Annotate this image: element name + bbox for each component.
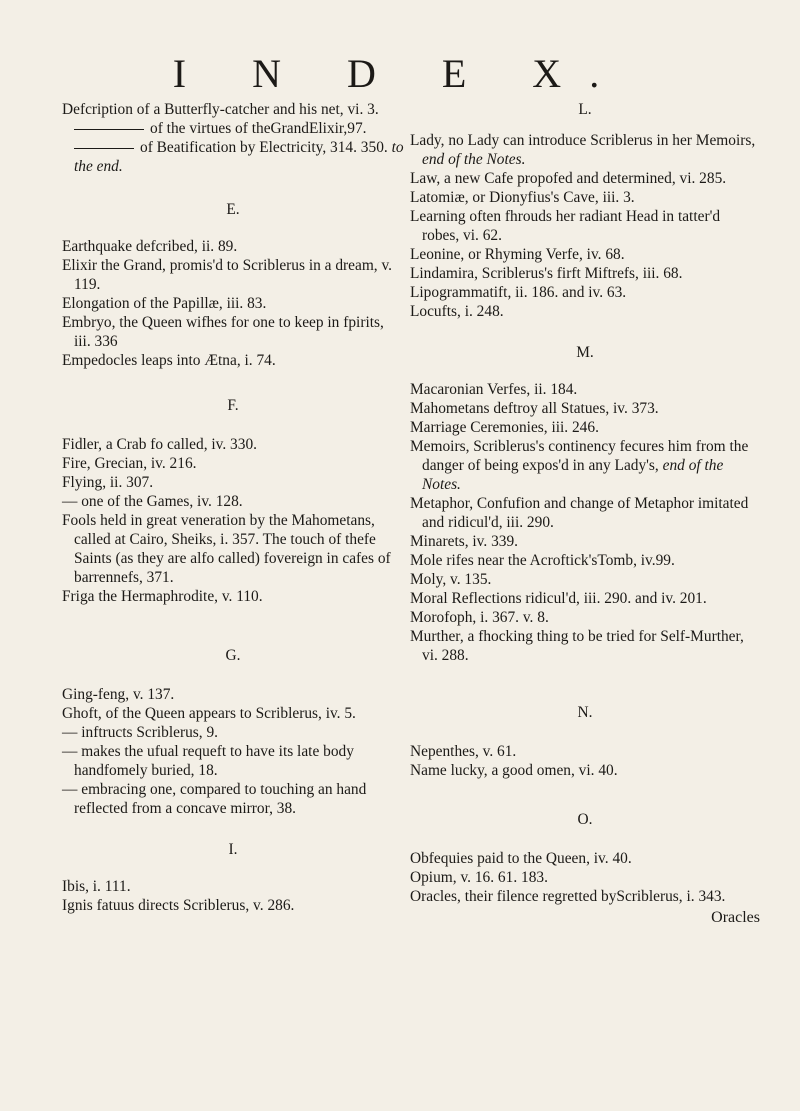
- index-entry: Obfequies paid to the Queen, iv. 40.: [410, 850, 632, 867]
- index-entry: Empedocles leaps into Ætna, i. 74.: [62, 352, 276, 369]
- section-letter-n: N.: [577, 704, 593, 721]
- index-entry: Locufts, i. 248.: [410, 303, 504, 320]
- index-entry: Law, a new Cafe propofed and determined, vi. 285.: [410, 170, 727, 187]
- index-entry: Oracles, their filence regretted byScriblerus, i. 343.: [410, 888, 726, 905]
- index-entry: Earthquake defcribed, ii. 89.: [62, 238, 238, 255]
- index-entry: Ibis, i. 111.: [62, 878, 131, 895]
- index-entry: Defcription of a Butterfly-catcher and his net, vi. 3.: [62, 101, 379, 118]
- index-entry: Nepenthes, v. 61.: [410, 743, 517, 760]
- index-entry: Leonine, or Rhyming Verfe, iv. 68.: [410, 246, 625, 263]
- index-entry: Mahometans deftroy all Statues, iv. 373.: [410, 400, 659, 417]
- ditto-dash: [74, 129, 144, 130]
- section-letter-o: O.: [577, 811, 593, 828]
- index-entry: Fools held in great veneration by the Mahometans, called at Cairo, Sheiks, i. 357. The touch of thefe Saints (as they are alfo called) fovereign in cafes of barrennefs, 371.: [62, 512, 391, 586]
- index-entry: Mole rifes near the Acroftick'sTomb, iv.99.: [410, 552, 675, 569]
- index-entry: Murther, a fhocking thing to be tried for Self-Murther, vi. 288.: [410, 628, 744, 664]
- index-entry: Moly, v. 135.: [410, 571, 492, 588]
- index-entry: — one of the Games, iv. 128.: [62, 493, 243, 510]
- index-entry: Opium, v. 16. 61. 183.: [410, 869, 548, 886]
- index-entry: of the virtues of theGrandElixir,97.: [62, 119, 404, 138]
- index-entry: of Beatification by Electricity, 314. 350. to the end.: [74, 139, 404, 175]
- index-entry: — makes the ufual requeft to have its late body handfomely buried, 18.: [62, 743, 354, 779]
- section-letter-f: F.: [227, 397, 239, 414]
- index-entry: Marriage Ceremonies, iii. 246.: [410, 419, 599, 436]
- index-entry: Friga the Hermaphrodite, v. 110.: [62, 588, 263, 605]
- index-entry: Morofoph, i. 367. v. 8.: [410, 609, 549, 626]
- right-column: [410, 100, 760, 943]
- section-letter-l: L.: [578, 101, 592, 118]
- index-entry: Memoirs, Scriblerus's continency fecures him from the danger of being expos'd in any Lady's, end of the Notes.: [410, 438, 749, 493]
- index-entry: Minarets, iv. 339.: [410, 533, 519, 550]
- index-entry: Moral Reflections ridicul'd, iii. 290. and iv. 201.: [410, 590, 707, 607]
- page-title: I N D E X.: [172, 51, 628, 96]
- index-entry: Embryo, the Queen wifhes for one to keep in fpirits, iii. 336: [62, 314, 384, 350]
- index-entry: Fidler, a Crab fo called, iv. 330.: [62, 436, 257, 453]
- index-entry: Ging-feng, v. 137.: [62, 686, 175, 703]
- section-letter-g: G.: [225, 647, 241, 664]
- index-entry: Lindamira, Scriblerus's firft Miftrefs, iii. 68.: [410, 265, 683, 282]
- index-entry: Elongation of the Papillæ, iii. 83.: [62, 295, 267, 312]
- ditto-dash: [74, 148, 134, 149]
- index-entry: Ghoft, of the Queen appears to Scriblerus, iv. 5.: [62, 705, 356, 722]
- catchword: Oracles: [711, 909, 760, 926]
- index-entry: Name lucky, a good omen, vi. 40.: [410, 762, 618, 779]
- index-entry: Ignis fatuus directs Scriblerus, v. 286.: [62, 897, 295, 914]
- index-entry: Fire, Grecian, iv. 216.: [62, 455, 197, 472]
- index-entry: Elixir the Grand, promis'd to Scriblerus in a dream, v. 119.: [62, 257, 393, 293]
- index-entry: Metaphor, Confufion and change of Metaphor imitated and ridicul'd, iii. 290.: [410, 495, 749, 531]
- index-entry: — inftructs Scriblerus, 9.: [62, 724, 219, 741]
- section-letter-m: M.: [576, 344, 594, 361]
- index-entry: Lipogrammatift, ii. 186. and iv. 63.: [410, 284, 627, 301]
- section-letter-i: I.: [228, 841, 238, 858]
- section-letter-e: E.: [226, 201, 240, 218]
- index-entry: — embracing one, compared to touching an hand reflected from a concave mirror, 38.: [62, 781, 367, 817]
- left-column: [62, 100, 404, 915]
- index-entry: Learning often fhrouds her radiant Head in tatter'd robes, vi. 62.: [410, 208, 721, 244]
- index-entry: Latomiæ, or Dionyfius's Cave, iii. 3.: [410, 189, 635, 206]
- index-entry: Lady, no Lady can introduce Scriblerus in her Memoirs, end of the Notes.: [410, 132, 756, 168]
- index-entry: Flying, ii. 307.: [62, 474, 154, 491]
- index-entry: Macaronian Verfes, ii. 184.: [410, 381, 578, 398]
